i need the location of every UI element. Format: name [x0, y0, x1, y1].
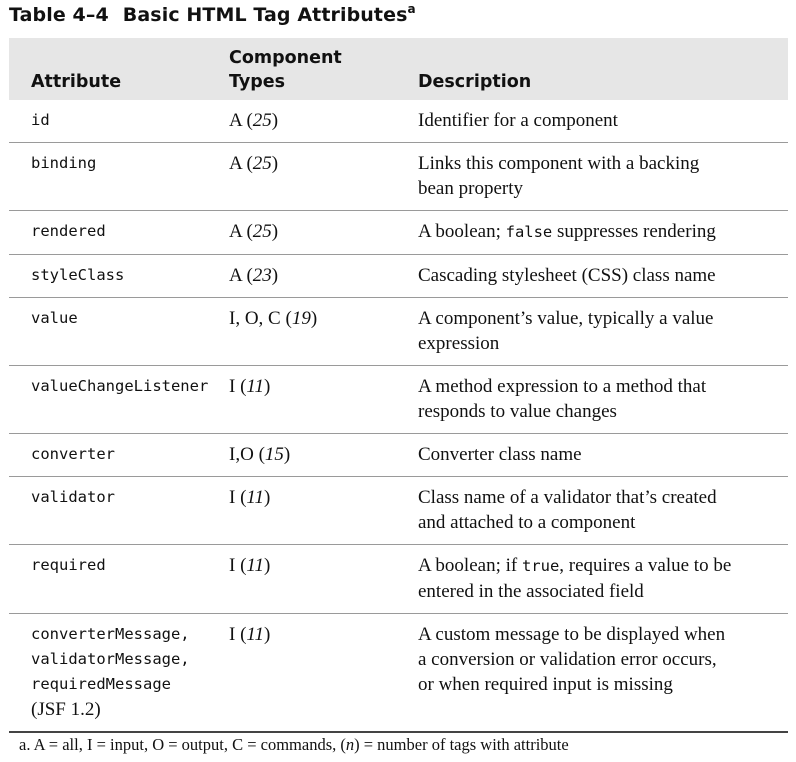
table-row: [9, 366, 788, 434]
description-text: A boolean;: [418, 221, 506, 242]
tag-count: 11: [246, 487, 264, 508]
attribute-name: value: [31, 309, 78, 327]
tag-count: 11: [246, 376, 264, 397]
component-types: A: [229, 110, 242, 131]
description-cell: [418, 434, 788, 477]
description-text: , requires a value to be: [559, 555, 732, 576]
table-footnote: [19, 735, 569, 755]
component-types-cell: I (11): [229, 487, 271, 508]
description-text: A boolean; if: [418, 555, 522, 576]
attribute-name: requiredMessage: [31, 675, 171, 693]
attribute-name: valueChangeListener: [31, 377, 209, 395]
component-types-cell: A (25): [229, 221, 279, 242]
table-header: [9, 38, 788, 100]
tag-count: 25: [252, 221, 272, 242]
tag-count: 15: [264, 444, 284, 465]
description-cell: [418, 614, 788, 733]
component-types-cell: A (25): [229, 153, 279, 174]
table-row: [9, 298, 788, 366]
header-row: [9, 38, 788, 100]
attribute-cell: [9, 477, 229, 545]
description-line: entered in the associated field: [418, 581, 644, 602]
description-line: Cascading stylesheet (CSS) class name: [418, 265, 716, 286]
attribute-cell: [9, 100, 229, 143]
description-line: expression: [418, 333, 500, 354]
table-row: [9, 477, 788, 545]
attribute-cell: [9, 366, 229, 434]
description-cell: [418, 545, 788, 614]
description-line: or when required input is missing: [418, 674, 673, 695]
table-row: [9, 545, 788, 614]
description-cell: [418, 143, 788, 211]
description-line: a conversion or validation error occurs,: [418, 649, 717, 670]
component-types: A: [229, 153, 242, 174]
attribute-name: converter: [31, 445, 115, 463]
attribute-name: required: [31, 556, 106, 574]
description-line: bean property: [418, 178, 523, 199]
tag-count: 23: [252, 265, 272, 286]
tag-count: 25: [252, 153, 272, 174]
footnote-text-pre: A = all, I = input, O = output, C = commands, (: [33, 735, 346, 754]
attribute-cell: [9, 211, 229, 255]
description-line: Class name of a validator that’s created: [418, 487, 717, 508]
table-row: [9, 143, 788, 211]
tag-count: 25: [252, 110, 272, 131]
description-cell: [418, 477, 788, 545]
component-types-cell: I, O, C (19): [229, 308, 318, 329]
attribute-name: validatorMessage,: [31, 650, 190, 668]
header-component-types: [229, 38, 418, 100]
component-types: I, O, C: [229, 308, 281, 329]
description-line: Identifier for a component: [418, 110, 618, 131]
footnote-marker: a: [407, 2, 416, 16]
table-number: Table 4–4: [9, 4, 109, 26]
description-cell: [418, 298, 788, 366]
component-types-cell: A (25): [229, 110, 279, 131]
description-code: false: [505, 223, 553, 241]
description-line: A method expression to a method that: [418, 376, 707, 397]
component-types-cell: I (11): [229, 376, 271, 397]
header-component-line2: Types: [229, 72, 286, 92]
description-code: true: [521, 557, 560, 575]
description-text: suppresses rendering: [552, 221, 716, 242]
table-row: [9, 614, 788, 733]
tag-count: 11: [246, 555, 264, 576]
attributes-table: [9, 38, 788, 733]
footnote-text-post: ) = number of tags with attribute: [354, 735, 569, 754]
attribute-name: id: [31, 111, 50, 129]
table-row: [9, 434, 788, 477]
attribute-name: validator: [31, 488, 115, 506]
description-line: A component’s value, typically a value: [418, 308, 714, 329]
attribute-cell: [9, 434, 229, 477]
description-line: responds to value changes: [418, 401, 617, 422]
header-attribute: Attribute: [31, 72, 122, 92]
component-types: I: [229, 624, 236, 645]
component-types: I,O: [229, 444, 254, 465]
attribute-cell: [9, 545, 229, 614]
header-component-line1: Component: [229, 48, 342, 68]
description-cell: [418, 255, 788, 298]
description-line: and attached to a component: [418, 512, 636, 533]
table-row: [9, 255, 788, 298]
component-types: I: [229, 555, 236, 576]
description-line: [418, 553, 788, 579]
description-line: [418, 219, 788, 245]
tag-count: 11: [246, 624, 264, 645]
attribute-name: styleClass: [31, 266, 125, 284]
description-cell: [418, 366, 788, 434]
table-row: [9, 100, 788, 143]
header-description: Description: [418, 72, 532, 92]
component-types: A: [229, 221, 242, 242]
description-cell: [418, 211, 788, 255]
component-types: I: [229, 376, 236, 397]
component-types-cell: I,O (15): [229, 444, 291, 465]
description-cell: [418, 100, 788, 143]
description-line: A custom message to be displayed when: [418, 624, 726, 645]
attribute-name: rendered: [31, 222, 106, 240]
tag-count: 19: [291, 308, 311, 329]
description-line: Links this component with a backing: [418, 153, 700, 174]
attribute-name: binding: [31, 154, 97, 172]
footnote-n: n: [345, 735, 355, 754]
table-body: [9, 100, 788, 732]
table-caption: [9, 4, 416, 26]
attribute-note: (JSF 1.2): [31, 699, 101, 720]
component-types-cell: A (23): [229, 265, 279, 286]
attribute-name: converterMessage,: [31, 625, 190, 643]
table-row: [9, 211, 788, 255]
description-line: Converter class name: [418, 444, 582, 465]
footnote-label: a.: [19, 735, 31, 754]
component-types: I: [229, 487, 236, 508]
attribute-cell: [9, 143, 229, 211]
table-title: Basic HTML Tag Attributes: [122, 4, 408, 26]
attribute-cell: [9, 298, 229, 366]
component-types-cell: I (11): [229, 624, 271, 645]
attribute-cell: [9, 614, 229, 733]
attribute-cell: [9, 255, 229, 298]
attributes-table-container: [9, 38, 788, 733]
component-types: A: [229, 265, 242, 286]
component-types-cell: I (11): [229, 555, 271, 576]
